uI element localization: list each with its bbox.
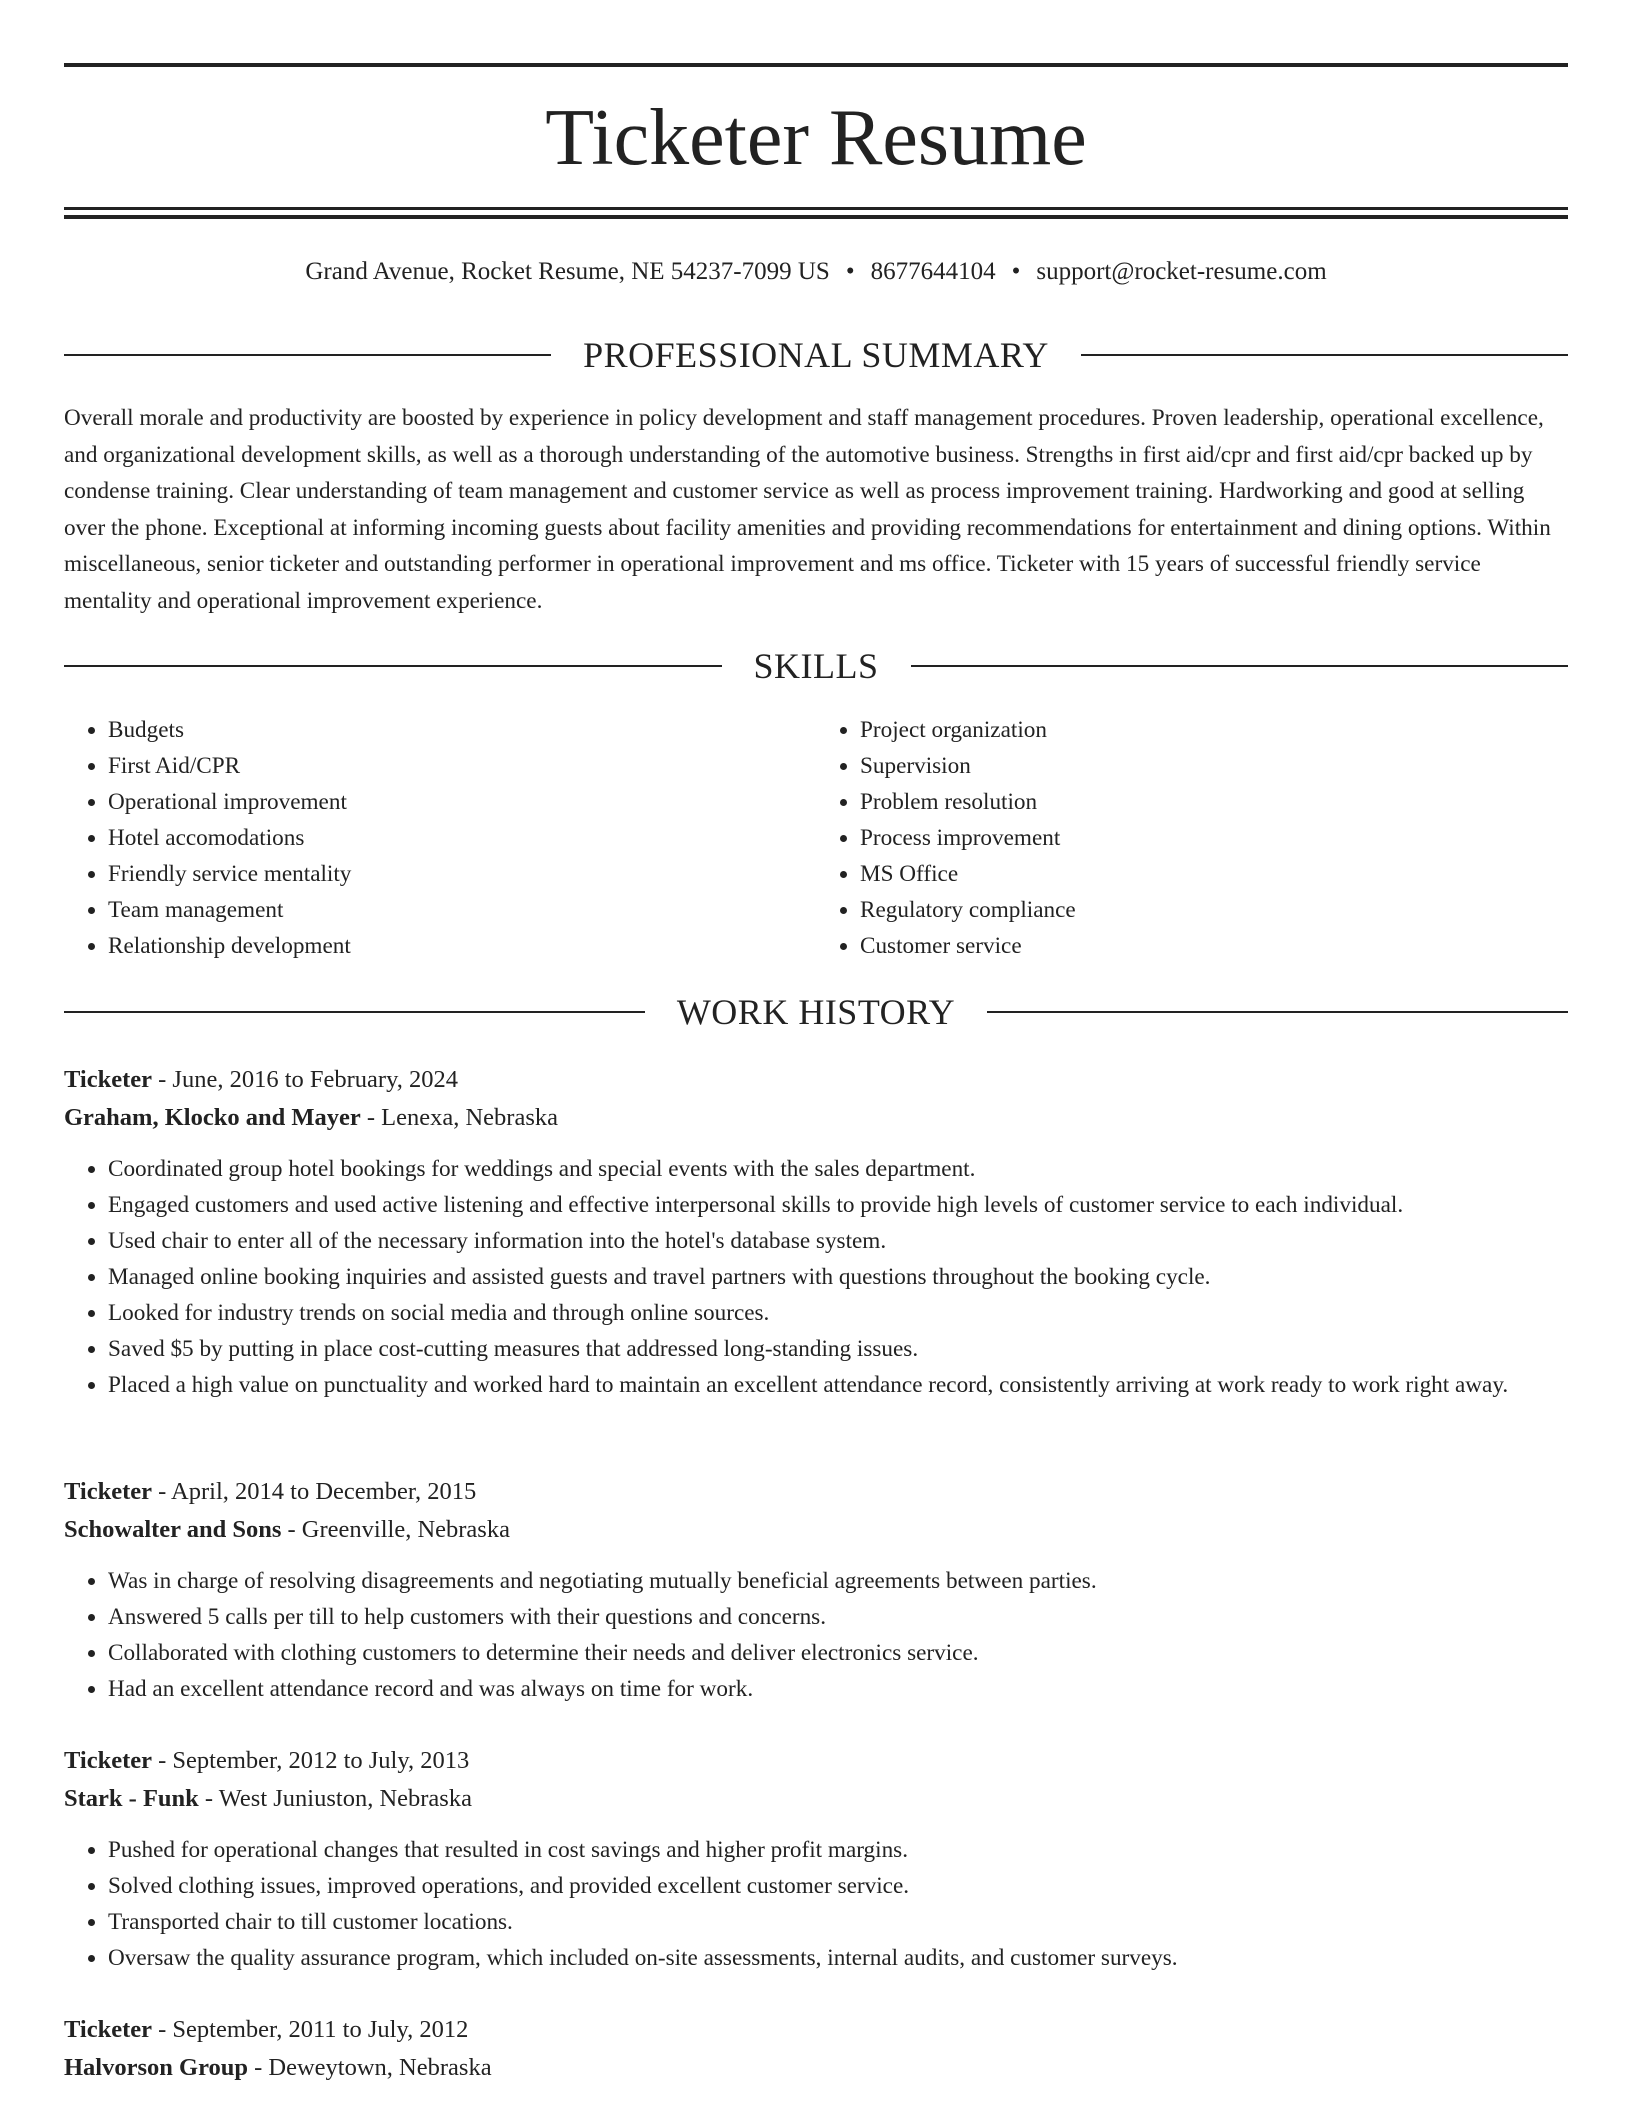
contact-separator: • (845, 258, 855, 285)
job-bullet: • Saved $5 by putting in place cost-cutting measures that addressed long-standing issues. (108, 1331, 1568, 1367)
summary-heading-label: PROFESSIONAL SUMMARY (583, 335, 1049, 375)
job-bullet: • Placed a high value on punctuality and worked hard to maintain an excellent attendance record, consistently arriving at work ready to work right away. (108, 1367, 1568, 1403)
job-bullet: • Looked for industry trends on social media and through online sources. (108, 1295, 1568, 1331)
job-dates: - September, 2011 to July, 2012 (152, 2016, 469, 2043)
job-company: Stark - Funk (64, 1785, 199, 1812)
job-dates: - September, 2012 to July, 2013 (152, 1747, 470, 1774)
job-bullet: • Used chair to enter all of the necessary information into the hotel's database system. (108, 1223, 1568, 1259)
job-bullet: • Managed online booking inquiries and assisted guests and travel partners with questions throughout the booking cycle. (108, 1259, 1568, 1295)
job-title-line (64, 2011, 1568, 2049)
job-location: - West Juniuston, Nebraska (198, 1785, 472, 1812)
skills-heading (64, 644, 1568, 688)
job-title-line (64, 1473, 1568, 1511)
job-dates: - June, 2016 to February, 2024 (152, 1066, 458, 1093)
job-location: - Lenexa, Nebraska (360, 1104, 558, 1131)
skill-item: • Team management (108, 892, 816, 928)
job-company-line (64, 1099, 1568, 1137)
job-bullet: • Solved clothing issues, improved operations, and provided excellent customer service. (108, 1868, 1568, 1904)
title-rule-lower (64, 215, 1568, 219)
job-company-line (64, 2049, 1568, 2087)
skill-item: • Problem resolution (860, 784, 1568, 820)
heading-rule-left (64, 1011, 645, 1013)
skill-item: • Regulatory compliance (860, 892, 1568, 928)
job-location: - Greenville, Nebraska (281, 1516, 510, 1543)
page-title: Ticketer Resume (545, 94, 1087, 182)
work-history-heading (64, 990, 1568, 1034)
top-rule (64, 63, 1568, 67)
job-title: Ticketer (64, 1747, 152, 1774)
heading-rule-left (64, 354, 551, 356)
job-title: Ticketer (64, 1066, 152, 1093)
skill-item: • Supervision (860, 748, 1568, 784)
job-entry (64, 2011, 1568, 2087)
work-history-heading-label: WORK HISTORY (676, 992, 956, 1032)
job-entry (64, 1061, 1568, 1403)
contact-line (64, 254, 1568, 290)
heading-rule-right (987, 1011, 1568, 1013)
skill-item: • Budgets (108, 712, 816, 748)
skill-item: • Operational improvement (108, 784, 816, 820)
job-entry (64, 1473, 1568, 1707)
summary-heading (64, 333, 1568, 377)
job-company-line (64, 1511, 1568, 1549)
contact-address: Grand Avenue, Rocket Resume, NE 54237-7099 US (305, 258, 830, 285)
heading-rule-right (1081, 354, 1568, 356)
job-title-line (64, 1061, 1568, 1099)
job-company: Schowalter and Sons (64, 1516, 282, 1543)
job-bullets (64, 1563, 1568, 1707)
heading-rule-right (911, 665, 1569, 667)
skills-list (64, 712, 1568, 964)
job-title-line (64, 1742, 1568, 1780)
skills-column-left (64, 712, 816, 964)
skill-item: • Relationship development (108, 928, 816, 964)
job-company-line (64, 1780, 1568, 1818)
title-rule-upper (64, 207, 1568, 210)
job-location: - Deweytown, Nebraska (248, 2054, 492, 2081)
job-bullet: • Coordinated group hotel bookings for weddings and special events with the sales department. (108, 1151, 1568, 1187)
job-bullet: • Had an excellent attendance record and was always on time for work. (108, 1671, 1568, 1707)
job-bullet: • Was in charge of resolving disagreements and negotiating mutually beneficial agreements between parties. (108, 1563, 1568, 1599)
job-bullet: • Pushed for operational changes that resulted in cost savings and higher profit margins. (108, 1832, 1568, 1868)
job-entry (64, 1742, 1568, 1976)
skill-item: • Customer service (860, 928, 1568, 964)
skill-item: • MS Office (860, 856, 1568, 892)
job-bullet: • Transported chair to till customer locations. (108, 1904, 1568, 1940)
job-bullet: • Oversaw the quality assurance program, which included on-site assessments, internal audits, and customer surveys. (108, 1940, 1568, 1976)
job-company: Graham, Klocko and Mayer (64, 1104, 361, 1131)
skill-item: • Hotel accomodations (108, 820, 816, 856)
skill-item: • First Aid/CPR (108, 748, 816, 784)
heading-rule-left (64, 665, 722, 667)
job-bullet: • Answered 5 calls per till to help customers with their questions and concerns. (108, 1599, 1568, 1635)
skill-item: • Project organization (860, 712, 1568, 748)
job-bullets (64, 1151, 1568, 1403)
job-title: Ticketer (64, 1478, 152, 1505)
skill-item: • Friendly service mentality (108, 856, 816, 892)
skill-item: • Process improvement (860, 820, 1568, 856)
skills-heading-label: SKILLS (753, 646, 879, 686)
job-company: Halvorson Group (64, 2054, 249, 2081)
contact-phone: 8677644104 (870, 258, 996, 285)
job-bullets (64, 1832, 1568, 1976)
job-title: Ticketer (64, 2016, 152, 2043)
contact-separator: • (1011, 258, 1021, 285)
skills-column-right (816, 712, 1568, 964)
job-dates: - April, 2014 to December, 2015 (152, 1478, 477, 1505)
summary-text: Overall morale and productivity are boosted by experience in policy development and staff management procedures. Proven leadership, operational excellence, and organizational development skills, as well as a thorough understanding of the automotive business. Strengths in first aid/cpr and first aid/cpr backed up by condense training. Clear understanding of team management and customer service as well as process improvement training. Hardworking and good at selling over the phone. Exceptional at informing incoming guests about facility amenities and providing recommendations for entertainment and dining options. Within miscellaneous, senior ticketer and outstanding performer in operational improvement and ms office. Ticketer with 15 years of successful friendly service mentality and operational improvement experience. (64, 405, 1551, 614)
job-bullet: • Collaborated with clothing customers to determine their needs and deliver electronics service. (108, 1635, 1568, 1671)
contact-email: support@rocket-resume.com (1036, 258, 1327, 285)
job-bullet: • Engaged customers and used active listening and effective interpersonal skills to provide high levels of customer service to each individual. (108, 1187, 1568, 1223)
